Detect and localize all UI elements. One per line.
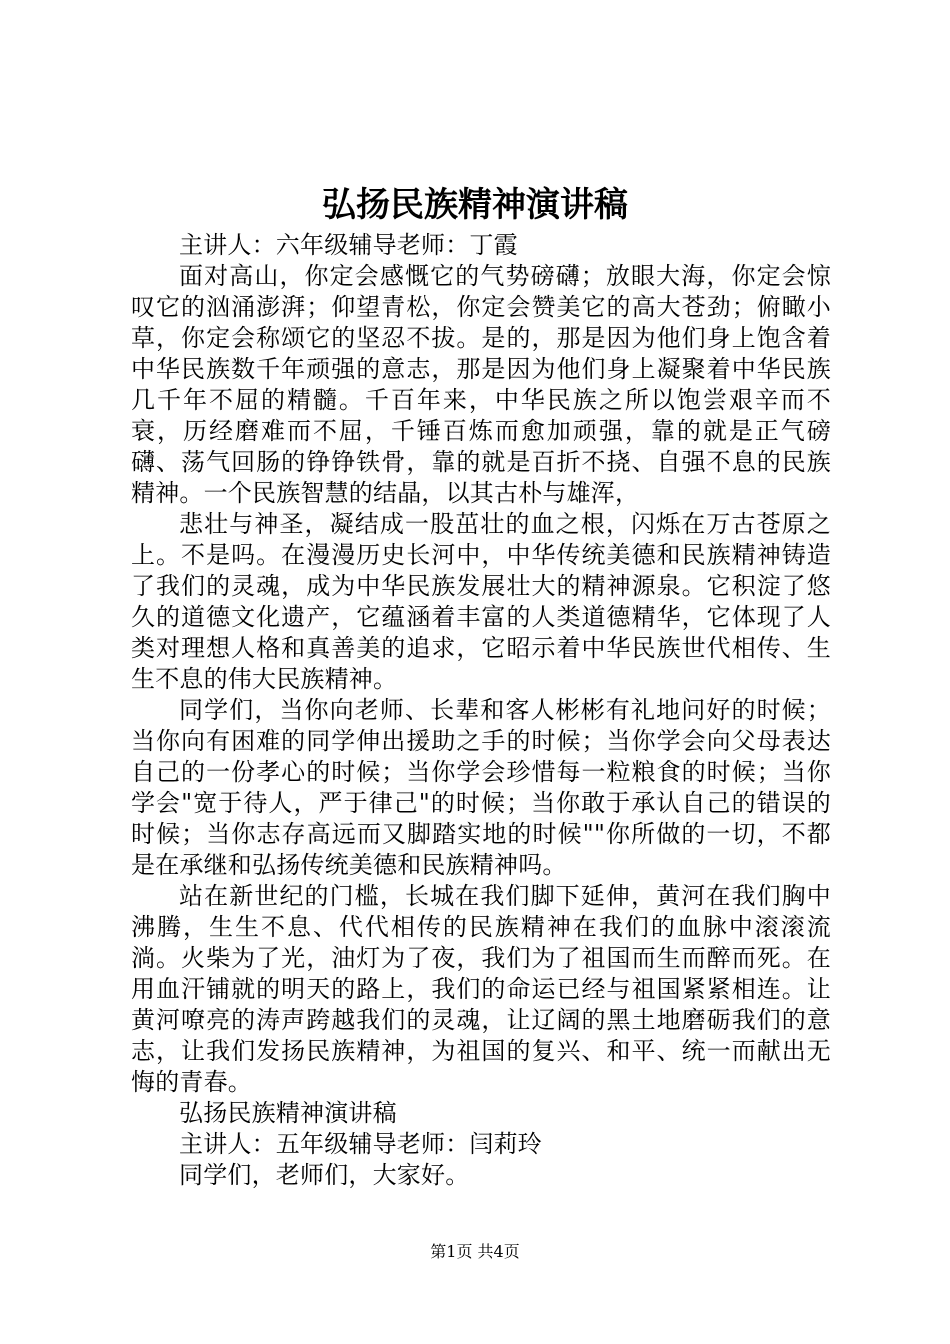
speaker-line: 主讲人：六年级辅导老师：丁霞 xyxy=(179,231,518,259)
body-paragraph: 同学们，当你向老师、长辈和客人彬彬有礼地问好的时候；当你向有困难的同学伸出援助之手的时候；当你学会向父母表达自己的一份孝心的时候；当你学会珍惜每一粒粮食的时候；当你学会"宽于待人，严于律己"的时候；当你敢于承认自己的错误的时候；当你志存高远而又脚踏实地的时候""你所做的一切，不都是在承继和弘扬传统美德和民族精神吗。 xyxy=(131,696,831,879)
greeting-line: 同学们，老师们，大家好。 xyxy=(179,1161,470,1189)
body-paragraph: 面对高山，你定会感慨它的气势磅礴；放眼大海，你定会惊叹它的汹涌澎湃；仰望青松，你定会赞美它的高大苍劲；俯瞰小草，你定会称颂它的坚忍不拔。是的，那是因为他们身上饱含着中华民族数千年顽强的意志，那是因为他们身上凝聚着中华民族几千年不屈的精髓。千百年来，中华民族之所以饱尝艰辛而不衰，历经磨难而不屈，千锤百炼而愈加顽强，靠的就是正气磅礴、荡气回肠的铮铮铁骨，靠的就是百折不挠、自强不息的民族精神。一个民族智慧的结晶，以其古朴与雄浑， xyxy=(131,262,831,507)
speaker-line: 主讲人：五年级辅导老师：闫莉玲 xyxy=(179,1130,542,1158)
body-paragraph: 悲壮与神圣，凝结成一股茁壮的血之根，闪烁在万古苍原之上。不是吗。在漫漫历史长河中，中华传统美德和民族精神铸造了我们的灵魂，成为中华民族发展壮大的精神源泉。它积淀了悠久的道德文化遗产，它蕴涵着丰富的人类道德精华，它体现了人类对理想人格和真善美的追求，它昭示着中华民族世代相传、生生不息的伟大民族精神。 xyxy=(131,510,831,693)
page-title: 弘扬民族精神演讲稿 xyxy=(322,185,628,225)
section-title: 弘扬民族精神演讲稿 xyxy=(179,1099,397,1127)
document-body xyxy=(131,230,831,1191)
page-footer: 第1页 共4页 xyxy=(430,1242,520,1261)
body-paragraph: 站在新世纪的门槛，长城在我们脚下延伸，黄河在我们胸中沸腾，生生不息、代代相传的民族精神在我们的血脉中滚滚流淌。火柴为了光，油灯为了夜，我们为了祖国而生而醉而死。在用血汗铺就的明天的路上，我们的命运已经与祖国紧紧相连。让黄河嘹亮的涛声跨越我们的灵魂，让辽阔的黑土地磨砺我们的意志，让我们发扬民族精神，为祖国的复兴、和平、统一而献出无悔的青春。 xyxy=(131,882,831,1096)
